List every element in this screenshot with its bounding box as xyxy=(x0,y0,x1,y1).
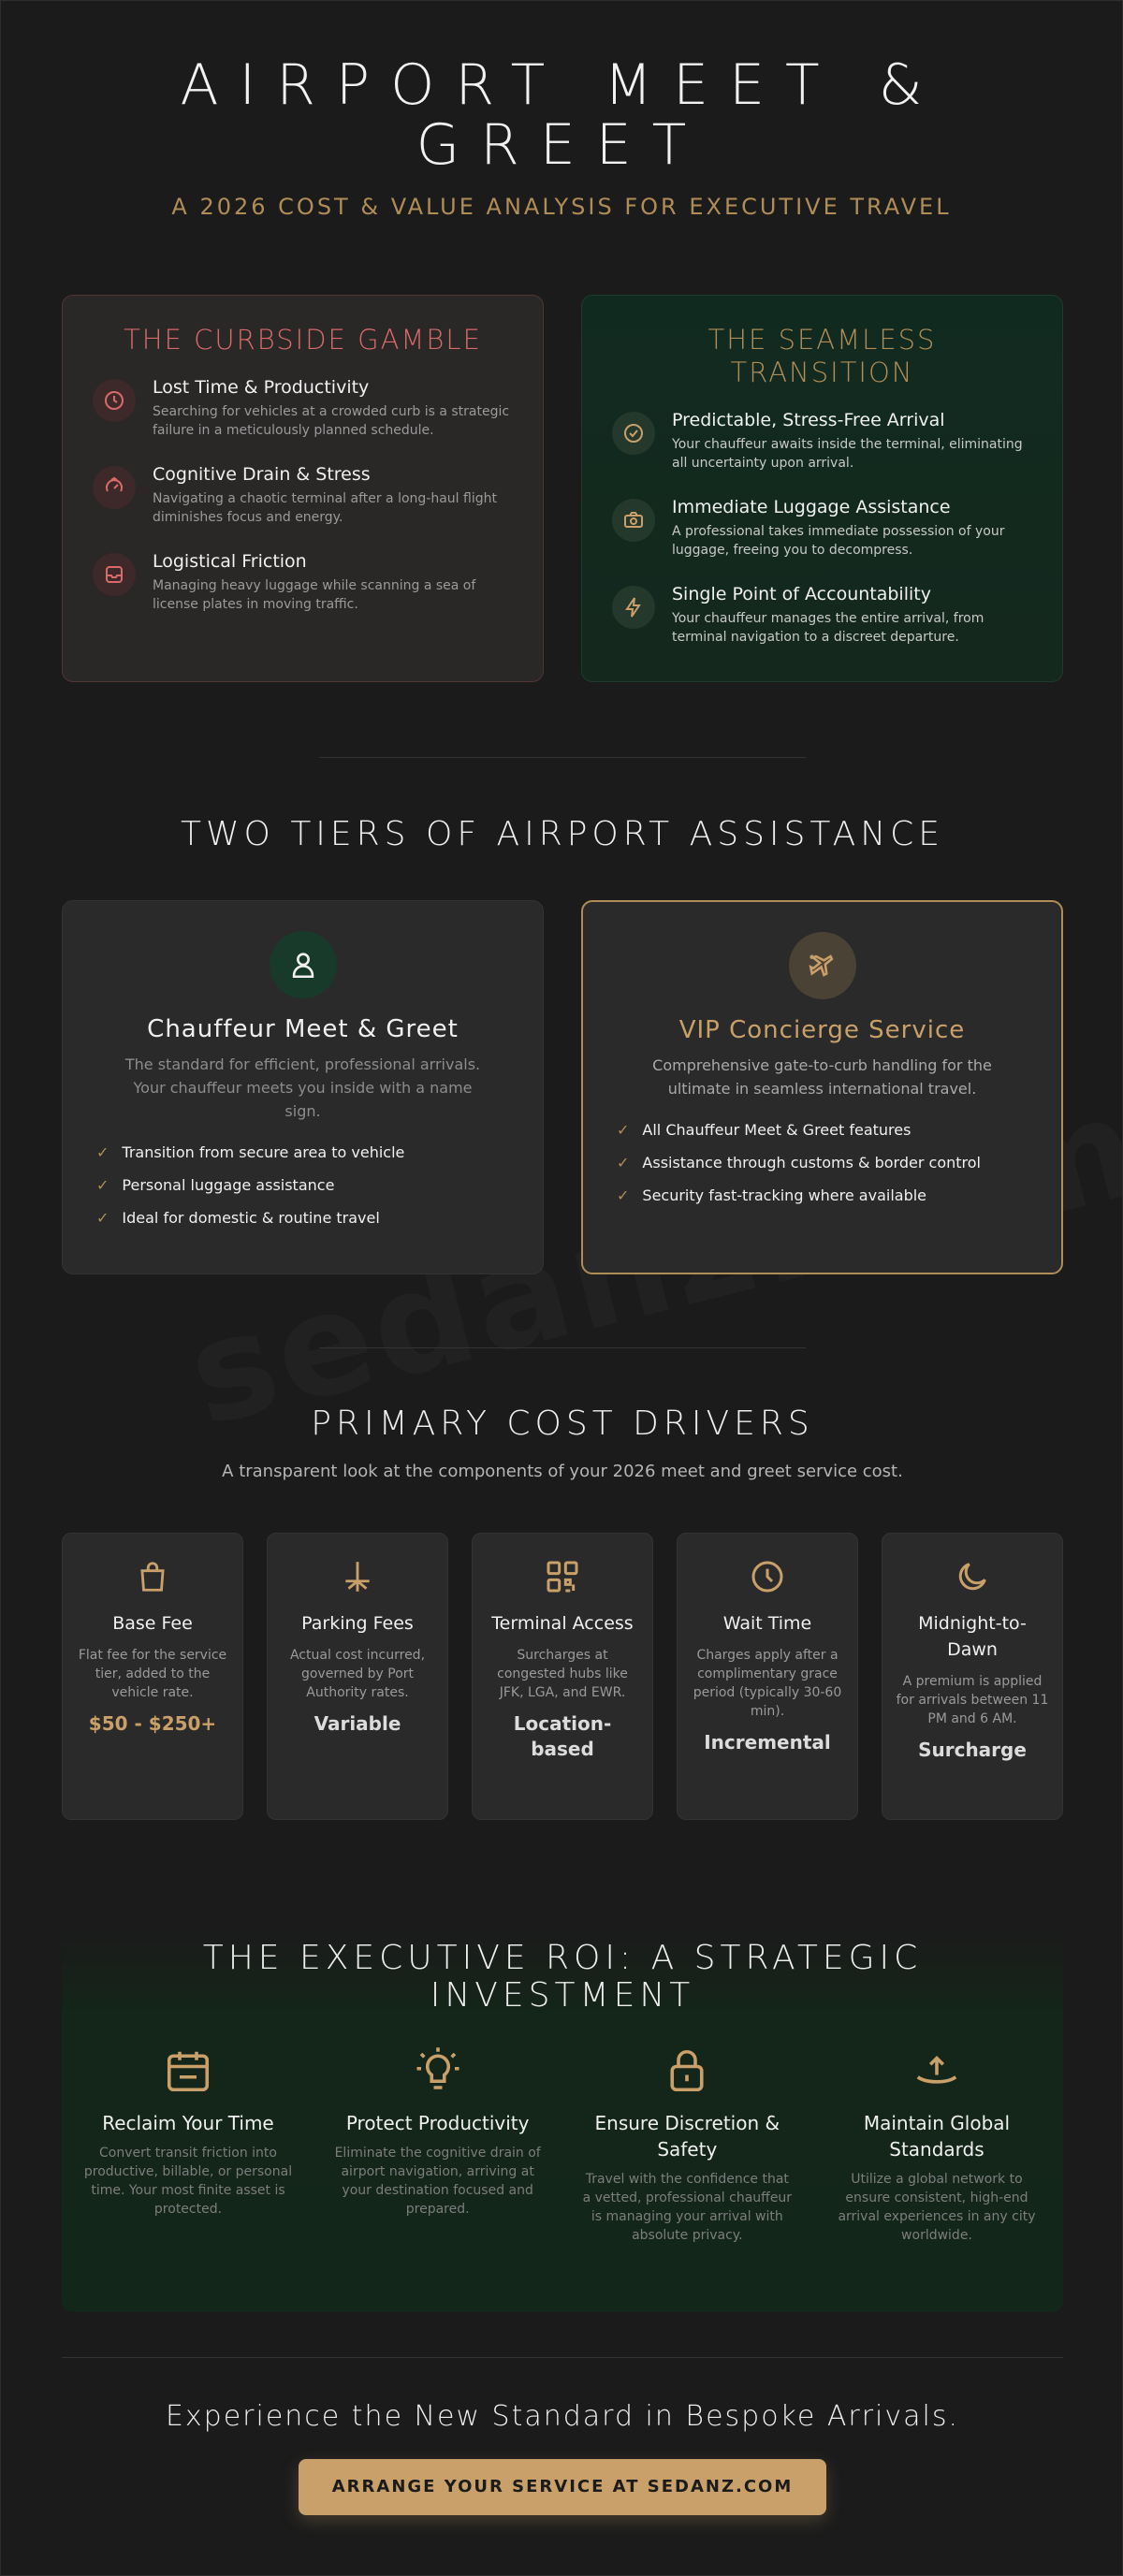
gamble-item-title: Logistical Friction xyxy=(153,551,307,572)
check-icon: ✓ xyxy=(617,1121,630,1139)
curbside-gamble-panel xyxy=(62,295,544,682)
lightbulb-icon xyxy=(330,2045,546,2097)
curbside-gamble-title: THE CURBSIDE GAMBLE xyxy=(124,324,482,356)
tiers-section xyxy=(62,900,1063,1274)
section-divider xyxy=(319,1347,806,1348)
roi-columns xyxy=(62,2015,1063,2245)
roi-item xyxy=(829,2045,1044,2245)
seamless-item xyxy=(612,584,1032,647)
lock-icon xyxy=(579,2045,795,2097)
check-icon: ✓ xyxy=(617,1186,630,1204)
tier-feature: ✓ Ideal for domestic & routine travel xyxy=(96,1209,380,1227)
seamless-item-text: Your chauffeur awaits inside the terminal, eliminating all uncertainty upon arrival. xyxy=(672,437,1023,471)
cost-driver-card xyxy=(267,1533,448,1820)
seamless-item-title: Immediate Luggage Assistance xyxy=(672,497,951,517)
roi-item-text: Eliminate the cognitive drain of airport navigation, arriving at your destination focused and prepared. xyxy=(334,2146,541,2217)
cost-driver-text: Surcharges at congested hubs like JFK, LGA, and EWR. xyxy=(497,1648,628,1700)
shopping-bag-icon xyxy=(76,1556,229,1597)
roi-item xyxy=(80,2045,296,2245)
check-icon: ✓ xyxy=(96,1176,109,1194)
cost-driver-title: Parking Fees xyxy=(301,1613,414,1634)
luggage-camera-icon xyxy=(612,499,655,542)
cost-driver-card xyxy=(677,1533,858,1820)
parking-pin-icon xyxy=(281,1556,434,1597)
tier-card-standard xyxy=(62,900,544,1274)
moon-icon xyxy=(896,1556,1049,1597)
calendar-icon xyxy=(80,2045,296,2097)
cost-driver-card xyxy=(472,1533,653,1820)
footer-tagline: Experience the New Standard in Bespoke Arrivals. xyxy=(165,2400,960,2433)
roi-item xyxy=(579,2045,795,2245)
stress-gauge-icon xyxy=(93,466,136,509)
tier-title: VIP Concierge Service xyxy=(678,1016,966,1044)
tier-feature-list xyxy=(617,1121,1028,1204)
gamble-item xyxy=(93,551,513,614)
check-icon: ✓ xyxy=(96,1143,109,1161)
tier-feature: ✓ Security fast-tracking where available xyxy=(617,1186,927,1204)
seamless-item-text: Your chauffeur manages the entire arrival, from terminal navigation to a discreet departure. xyxy=(672,611,984,645)
check-icon: ✓ xyxy=(617,1154,630,1172)
cost-driver-text: Actual cost incurred, governed by Port Authority rates. xyxy=(289,1648,426,1700)
seamless-item xyxy=(612,410,1032,473)
executive-roi-title: THE EXECUTIVE ROI: A STRATEGIC INVESTMENT xyxy=(202,1939,923,2015)
cost-drivers-grid xyxy=(62,1533,1063,1820)
gamble-item-text: Searching for vehicles at a crowded curb is a strategic failure in a meticulously planned schedule. xyxy=(153,404,510,438)
gamble-item-text: Managing heavy luggage while scanning a sea of license plates in moving traffic. xyxy=(153,578,476,612)
roi-item xyxy=(330,2045,546,2245)
footer-divider xyxy=(62,2357,1063,2358)
comparison-section xyxy=(62,295,1063,682)
gamble-item xyxy=(93,377,513,440)
cost-driver-card xyxy=(882,1533,1063,1820)
cost-driver-text: Flat fee for the service tier, added to the vehicle rate. xyxy=(78,1648,227,1700)
footer xyxy=(62,2357,1063,2515)
cost-drivers-title: PRIMARY COST DRIVERS xyxy=(311,1404,814,1443)
roi-item-title: Maintain Global Standards xyxy=(863,2112,1011,2161)
page-title: AIRPORT MEET & GREET xyxy=(180,52,943,178)
gamble-item-title: Lost Time & Productivity xyxy=(153,377,370,398)
cost-driver-text: Charges apply after a complimentary grace period (typically 30-60 min). xyxy=(693,1648,842,1719)
tier-feature: ✓ All Chauffeur Meet & Greet features xyxy=(617,1121,912,1139)
seamless-item xyxy=(612,497,1032,560)
seamless-item-title: Single Point of Accountability xyxy=(672,584,931,604)
roi-item-title: Ensure Discretion & Safety xyxy=(594,2112,780,2161)
cost-driver-value: Surcharge xyxy=(918,1739,1027,1761)
roi-item-text: Utilize a global network to ensure consistent, high-end arrival experiences in any city worldwide. xyxy=(838,2172,1036,2243)
hero xyxy=(1,1,1122,220)
seamless-item-title: Predictable, Stress-Free Arrival xyxy=(672,410,945,430)
tier-description: Comprehensive gate-to-curb handling for the ultimate in seamless international travel. xyxy=(652,1056,992,1098)
tiers-title: TWO TIERS OF AIRPORT ASSISTANCE xyxy=(180,815,945,853)
qr-grid-icon xyxy=(486,1556,639,1597)
cost-driver-title: Base Fee xyxy=(112,1613,193,1634)
cost-driver-value: Variable xyxy=(314,1712,401,1735)
tier-description: The standard for efficient, professional arrivals. Your chauffeur meets you inside with a name sign. xyxy=(124,1055,481,1120)
section-divider xyxy=(319,757,806,758)
gamble-item-title: Cognitive Drain & Stress xyxy=(153,464,371,485)
clock-icon xyxy=(93,379,136,422)
tier-feature-list xyxy=(96,1143,509,1227)
cost-driver-text: A premium is applied for arrivals between 11 PM and 6 AM. xyxy=(896,1674,1049,1726)
gamble-item-text: Navigating a chaotic terminal after a long-haul flight diminishes focus and energy. xyxy=(153,491,497,525)
tier-card-vip xyxy=(581,900,1063,1274)
gamble-item xyxy=(93,464,513,527)
tier-feature: ✓ Transition from secure area to vehicle xyxy=(96,1143,405,1161)
seamless-item-text: A professional takes immediate possession of your luggage, freeing you to decompress. xyxy=(672,524,1005,558)
lightning-icon xyxy=(612,586,655,629)
tier-feature: ✓ Assistance through customs & border control xyxy=(617,1154,981,1172)
cost-drivers-subtitle: A transparent look at the components of your 2026 meet and greet service cost. xyxy=(222,1462,903,1481)
sparkle-plane-icon xyxy=(789,932,856,999)
clock-icon xyxy=(691,1556,844,1597)
inbox-icon xyxy=(93,553,136,596)
arrange-service-button[interactable]: ARRANGE YOUR SERVICE AT SEDANZ.COM xyxy=(299,2459,826,2515)
tier-feature: ✓ Personal luggage assistance xyxy=(96,1176,335,1194)
cost-driver-title: Terminal Access xyxy=(491,1613,634,1634)
roi-item-title: Protect Productivity xyxy=(345,2112,530,2134)
seamless-transition-title: THE SEAMLESS TRANSITION xyxy=(707,324,937,388)
cost-driver-card xyxy=(62,1533,243,1820)
roi-item-title: Reclaim Your Time xyxy=(102,2112,274,2134)
cost-driver-title: Midnight-to-Dawn xyxy=(918,1613,1027,1660)
user-icon xyxy=(270,931,337,998)
check-icon: ✓ xyxy=(96,1209,109,1227)
cost-driver-title: Wait Time xyxy=(722,1613,812,1634)
roi-item-text: Convert transit friction into productive, billable, or personal time. Your most finite asset is protected. xyxy=(83,2146,293,2217)
executive-roi-section xyxy=(62,1928,1063,2312)
cost-driver-value: Incremental xyxy=(704,1731,831,1754)
tier-title: Chauffeur Meet & Greet xyxy=(147,1015,459,1043)
cost-driver-value: $50 - $250+ xyxy=(88,1712,217,1735)
roi-item-text: Travel with the confidence that a vetted, professional chauffeur is managing your arrival with absolute privacy. xyxy=(582,2172,793,2243)
seamless-transition-panel xyxy=(581,295,1063,682)
horizon-arrow-icon xyxy=(829,2045,1044,2097)
cost-driver-value: Location-based xyxy=(513,1712,612,1760)
page-subtitle: A 2026 COST & VALUE ANALYSIS FOR EXECUTIVE TRAVEL xyxy=(171,194,952,220)
check-circle-icon xyxy=(612,412,655,455)
